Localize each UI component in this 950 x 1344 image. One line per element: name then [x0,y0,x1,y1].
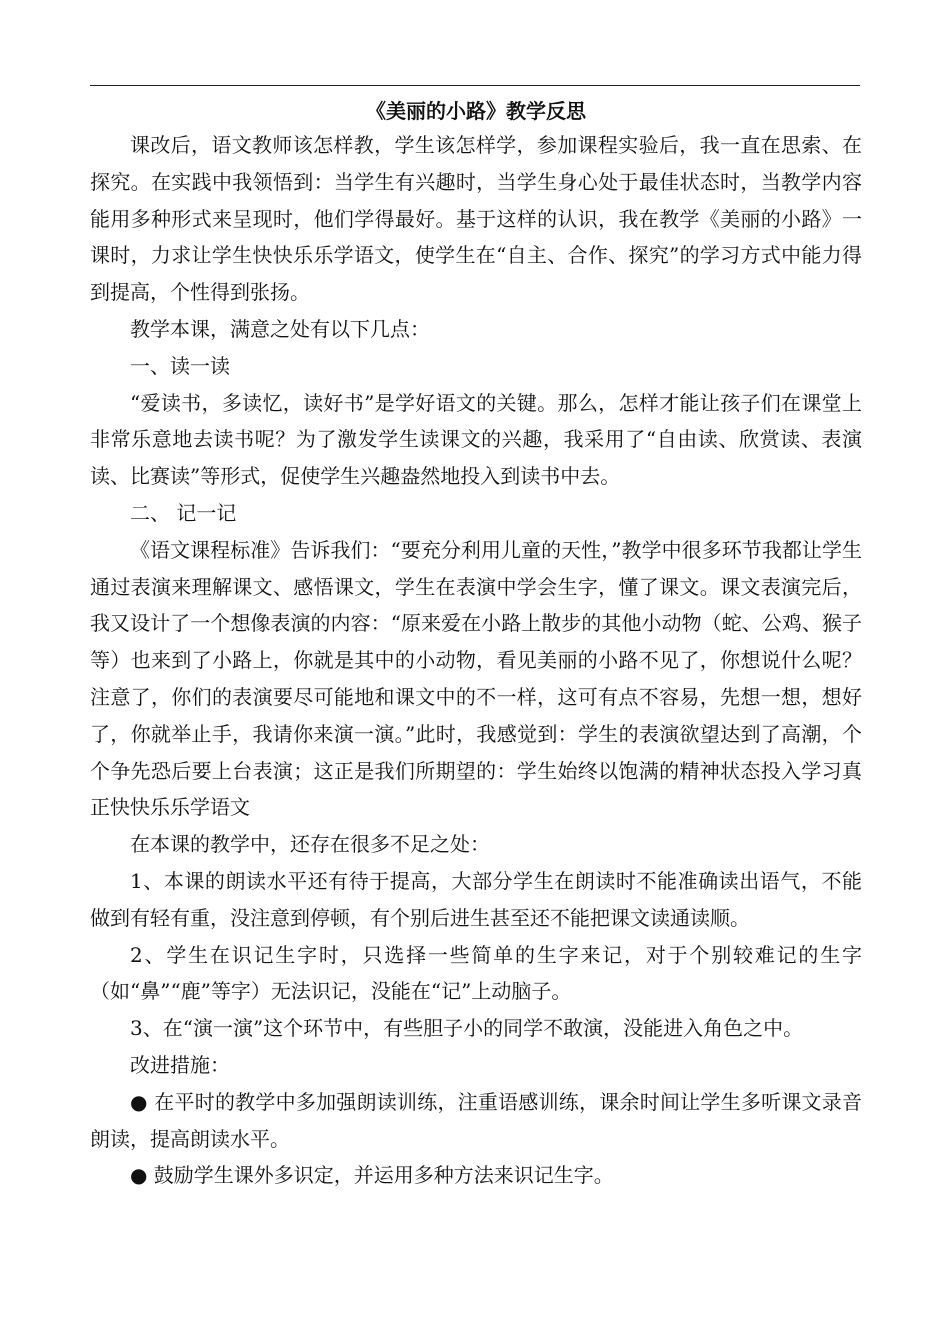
improvement-item-1: ● 在平时的教学中多加强朗读训练，注重语感训练，课余时间让学生多听课文录音朗读，提高朗读水平。 [90,1089,862,1151]
document-body [90,95,862,1194]
heading-improvements: 改进措施： [130,1052,230,1077]
shortcoming-item-3: 3、在“演一演”这个环节中，有些胆子小的同学不敢演，没能进入角色之中。 [130,1016,804,1041]
header-rule [90,85,860,86]
paragraph-read: “爱读书，多读忆，读好书”是学好语文的关键。那么，怎样才能让孩子们在课堂上非常乐意地去读书呢？为了激发学生读课文的兴趣，我采用了“自由读、欣赏读、表演读、比赛读”等形式，促使学生兴趣盎然地投入到读书中去。 [90,390,862,489]
paragraph-satisfied: 教学本课，满意之处有以下几点： [130,316,430,341]
paragraph-remember: 《语文课程标准》告诉我们：“要充分利用儿童的天性，”教学中很多环节我都让学生通过表演来理解课文、感悟课文，学生在表演中学会生字，懂了课文。课文表演完后，我又设计了一个想像表演的内容：“原来爱在小路上散步的其他小动物（蛇、公鸡、猴子等）也来到了小路上，你就是其中的小动物，看见美丽的小路不见了，你想说什么呢？注意了，你们的表演要尽可能地和课文中的不一样，这可有点不容易，先想一想，想好了，你就举止手，我请你来演一演。”此时，我感觉到：学生的表演欲望达到了高潮，个个争先恐后要上台表演；这正是我们所期望的：学生始终以饱满的精神状态投入学习真正快快乐乐学语文 [90,537,862,820]
shortcoming-item-1: 1、本课的朗读水平还有待于提高，大部分学生在朗读时不能准确读出语气，不能做到有轻有重，没注意到停顿，有个别后进生甚至还不能把课文读通读顺。 [90,868,862,930]
heading-read: 一、读一读 [130,353,230,378]
improvement-item-2: ● 鼓励学生课外多识定，并运用多种方法来识记生字。 [130,1163,614,1188]
shortcoming-item-2: 2、学生在识记生字时，只选择一些简单的生字来记，对于个别较难记的生字（如“鼻”“鹿”等字）无法识记，没能在“记”上动脑子。 [90,942,862,1004]
document-title: 《美丽的小路》教学反思 [366,99,586,123]
paragraph-intro: 课改后，语文教师该怎样教，学生该怎样学，参加课程实验后，我一直在思索、在探究。在实践中我领悟到：当学生有兴趣时，当学生身心处于最佳状态时，当教学内容能用多种形式来呈现时，他们学得最好。基于这样的认识，我在教学《美丽的小路》一课时，力求让学生快快乐乐学语文，使学生在“自主、合作、探究”的学习方式中能力得到提高，个性得到张扬。 [90,133,862,305]
paragraph-shortcomings: 在本课的教学中，还存在很多不足之处： [130,832,490,857]
heading-remember: 二、 记一记 [130,500,237,525]
